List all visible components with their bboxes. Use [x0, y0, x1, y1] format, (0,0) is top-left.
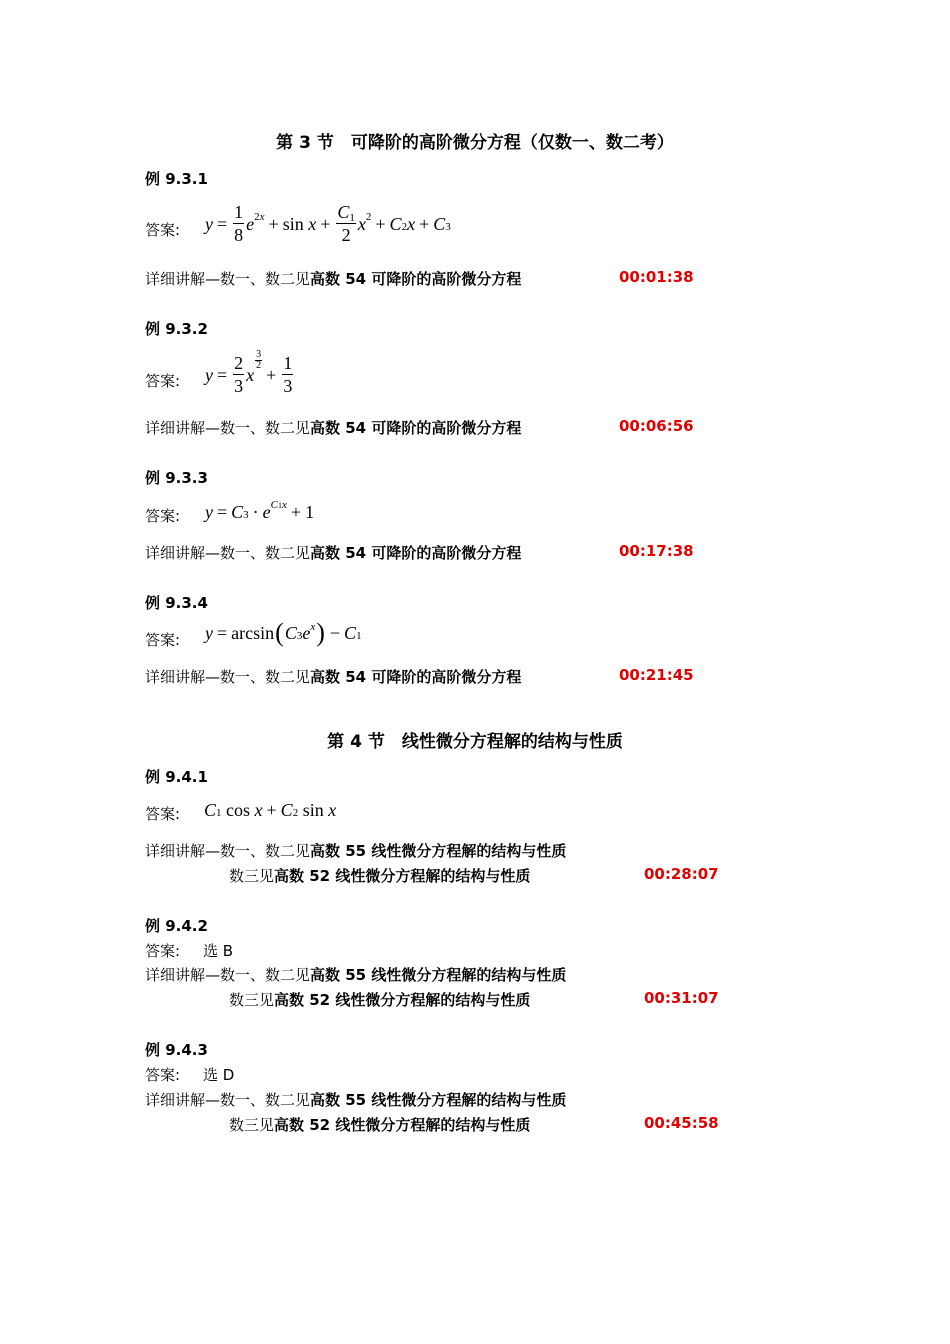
- video-timestamp[interactable]: 00:28:07: [644, 865, 719, 883]
- reference-prefix: 详细讲解—数一、数二见: [145, 270, 311, 288]
- example-9-4-2-label: 例 9.4.2: [145, 917, 208, 935]
- reference-prefix: 数三见: [229, 1116, 275, 1134]
- video-timestamp[interactable]: 00:06:56: [619, 417, 694, 435]
- reference-prefix: 详细讲解—数一、数二见: [145, 544, 311, 562]
- reference-prefix: 数三见: [229, 991, 275, 1009]
- answer-label: 答案:: [145, 372, 181, 390]
- reference-prefix: 数三见: [229, 867, 275, 885]
- detail-reference: [145, 542, 521, 563]
- detail-reference: [145, 268, 521, 289]
- video-timestamp[interactable]: 00:21:45: [619, 666, 694, 684]
- reference-prefix: 详细讲解—数一、数二见: [145, 1091, 311, 1109]
- detail-reference: [145, 840, 566, 861]
- reference-lecture: 高数 54 可降阶的高阶微分方程: [310, 668, 522, 686]
- section-4-title: 第 4 节 线性微分方程解的结构与性质: [327, 732, 623, 752]
- reference-lecture: 高数 54 可降阶的高阶微分方程: [310, 270, 522, 288]
- example-9-3-2-label: 例 9.3.2: [145, 320, 208, 338]
- reference-lecture: 高数 52 线性微分方程解的结构与性质: [274, 867, 531, 885]
- example-9-3-3-label: 例 9.3.3: [145, 469, 208, 487]
- example-9-4-1-label: 例 9.4.1: [145, 768, 208, 786]
- detail-reference: [145, 417, 521, 438]
- reference-lecture: 高数 52 线性微分方程解的结构与性质: [274, 991, 531, 1009]
- formula-9-3-1: y = $\frac{1}{8}$ e $^{2x}$ + sin x + $\frac{C_1}{2}$ x $^2$ + C $_2$ x + C $_3$: [205, 202, 451, 245]
- reference-lecture: 高数 55 线性微分方程解的结构与性质: [310, 842, 567, 860]
- reference-prefix: 详细讲解—数一、数二见: [145, 966, 311, 984]
- formula-9-3-4: y = arcsin ( C $_3$ e $^x$ ) − C $_1$: [205, 618, 362, 647]
- detail-reference: [145, 666, 521, 687]
- answer-label: 答案:: [145, 221, 181, 239]
- video-timestamp[interactable]: 00:17:38: [619, 542, 694, 560]
- reference-lecture: 高数 55 线性微分方程解的结构与性质: [310, 966, 567, 984]
- answer-choice: 选 D: [203, 1066, 235, 1084]
- answer-choice: 选 B: [203, 942, 234, 960]
- detail-reference: [145, 1089, 566, 1110]
- example-9-3-4-label: 例 9.3.4: [145, 594, 208, 612]
- example-9-3-1-label: 例 9.3.1: [145, 170, 208, 188]
- formula-9-3-2: y = $\frac{2}{3}$ x 3 2 + $\frac{1}{3}$: [205, 348, 293, 396]
- answer-label: 答案:: [145, 631, 181, 649]
- reference-lecture: 高数 54 可降阶的高阶微分方程: [310, 419, 522, 437]
- reference-prefix: 详细讲解—数一、数二见: [145, 668, 311, 686]
- answer-label: 答案:: [145, 942, 181, 960]
- reference-lecture: 高数 54 可降阶的高阶微分方程: [310, 544, 522, 562]
- reference-prefix: 详细讲解—数一、数二见: [145, 419, 311, 437]
- video-timestamp[interactable]: 00:31:07: [644, 989, 719, 1007]
- section-3-title: 第 3 节 可降阶的高阶微分方程（仅数一、数二考）: [276, 133, 674, 153]
- formula-9-3-3: y = C $_3$ · e $^{C1x}$ + 1: [205, 499, 315, 522]
- answer-label: 答案:: [145, 805, 181, 823]
- detail-reference: [145, 964, 566, 985]
- reference-prefix: 详细讲解—数一、数二见: [145, 842, 311, 860]
- example-9-4-3-label: 例 9.4.3: [145, 1041, 208, 1059]
- reference-lecture: 高数 55 线性微分方程解的结构与性质: [310, 1091, 567, 1109]
- answer-label: 答案:: [145, 1066, 181, 1084]
- detail-reference-math3: [229, 989, 530, 1010]
- reference-lecture: 高数 52 线性微分方程解的结构与性质: [274, 1116, 531, 1134]
- detail-reference-math3: [229, 865, 530, 886]
- formula-9-4-1: C $_1$ cos x + C $_2$ sin x: [204, 800, 337, 820]
- video-timestamp[interactable]: 00:45:58: [644, 1114, 719, 1132]
- detail-reference-math3: [229, 1114, 530, 1135]
- answer-label: 答案:: [145, 507, 181, 525]
- video-timestamp[interactable]: 00:01:38: [619, 268, 694, 286]
